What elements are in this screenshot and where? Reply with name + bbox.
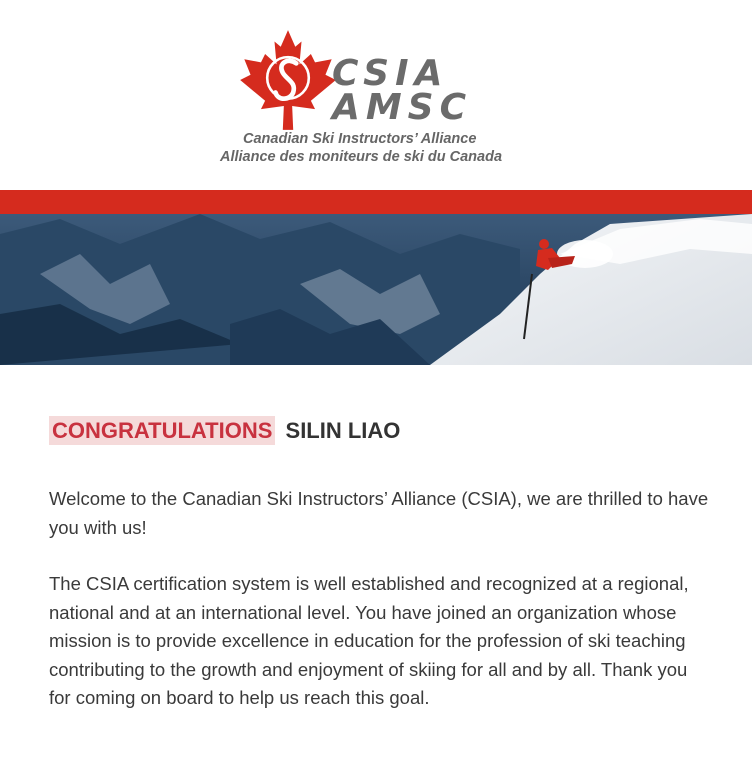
- maple-leaf-icon: [236, 28, 340, 132]
- mission-paragraph: The CSIA certification system is well established and recognized at a regional, national and at an international level. You have joined an organization whose mission is to provide excellence in education for the profession of ski teaching contributing to the growth and enjoyment of skiing for all and by all. Thank you for coming on board to help us reach this goal.: [49, 573, 689, 708]
- csia-logo: [220, 26, 540, 171]
- hero-banner-image: [0, 214, 752, 365]
- logo-name-fr: Alliance des moniteurs de ski du Canada: [220, 149, 503, 165]
- brand-red-bar: [0, 190, 752, 214]
- welcome-paragraph: Welcome to the Canadian Ski Instructors’ Alliance (CSIA), we are thrilled to have you with us!: [49, 488, 709, 538]
- logo-name-en: Canadian Ski Instructors’ Alliance: [243, 131, 477, 147]
- logo-wordmark-csia: CSIA: [332, 53, 449, 94]
- email-header: [0, 0, 752, 190]
- congratulations-highlight: CONGRATULATIONS: [49, 416, 275, 445]
- email-body: [49, 412, 709, 713]
- congratulations-heading: [49, 412, 709, 450]
- recipient-name: SILIN LIAO: [285, 418, 401, 443]
- logo-wordmark-amsc: AMSC: [332, 87, 473, 128]
